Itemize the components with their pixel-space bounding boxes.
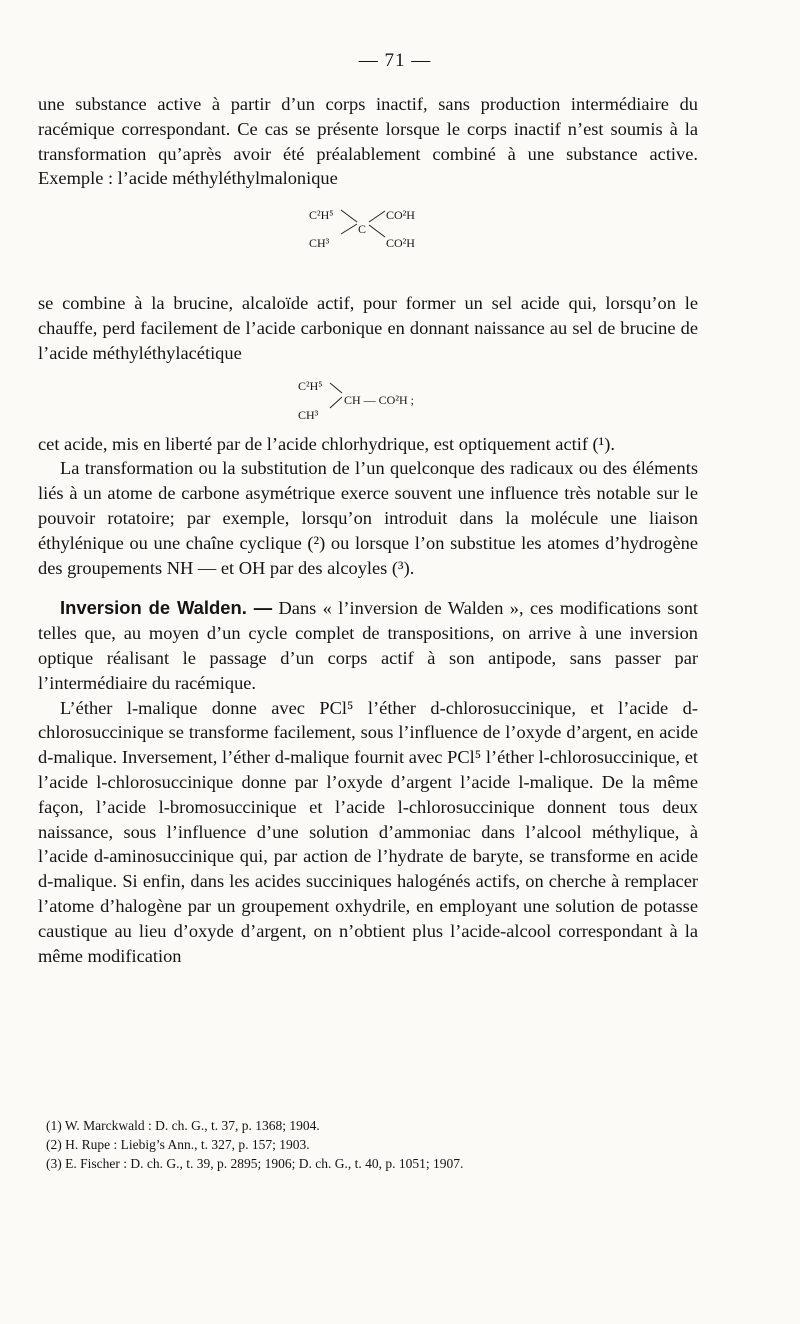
paragraph-3: cet acide, mis en liberté par de l’acide chlorhydrique, est optiquement actif (¹). [38, 433, 615, 454]
footnote-3: (3) E. Fischer : D. ch. G., t. 39, p. 2895; 1906; D. ch. G., t. 40, p. 1051; 1907. [46, 1156, 464, 1171]
formula1-top-left: C²H⁵ [309, 208, 334, 223]
paragraph-6: L’éther l-malique donne avec PCl⁵ l’éther d-chlorosuccinique, et l’acide d-chlorosuccinique se transforme facilement, sous l’influence de l’oxyde d’argent, en acide d-malique. Inversement, l’éther d-malique fournit avec PCl⁵ l’éther l-chlorosuccinique, et l’acide l-chlorosuccinique donne par l’oxyde d’argent l’acide l-malique. De la même façon, l’acide l-bromosuccinique et l’acide l-chlorosuccinique donnent tous deux naissance, sous l’influence d’une solution d’ammoniac dans l’alcool méthylique, à l’acide d-aminosuccinique qui, par action de l’hydrate de baryte, se transforme en acide d-malique. Si enfin, dans les acides succiniques halogénés actifs, on cherche à remplacer l’atome d’halogène par un groupement oxhydrile, en employant une solution de potasse caustique au lieu d’oxyde d’argent, on n’obtient plus l’acide-alcool correspondant à la même modification [38, 697, 698, 966]
formula-methylethylacetic-acid [278, 366, 458, 432]
paragraph-1: une substance active à partir d’un corps inactif, sans production intermédiaire du racémique correspondant. Ce cas se présente lorsque le corps inactif n’est soumis à la transformation qu’après avoir été préalablement combiné à une substance active. Exemple : l’acide méthyléthylmalonique [38, 94, 698, 189]
paragraph-4: La transformation ou la substitution de l’un quelconque des radicaux ou des éléments liés à un atome de carbone asymétrique exerce souvent une influence très notable sur le pouvoir rotatoire; par exemple, lorsqu’on introduit dans la molécule une liaison éthylénique ou une chaîne cyclique (²) ou lorsque l’on substitue les atomes d’hydrogène des groupements NH — et OH par des alcoyles (³). [38, 458, 698, 578]
footnote-2: (2) H. Rupe : Liebig’s Ann., t. 327, p. 157; 1903. [46, 1137, 310, 1152]
formula1-bottom-right: CO²H [386, 236, 415, 251]
paragraph-2: se combine à la brucine, alcaloïde actif, pour former un sel acide qui, lorsqu’on le chauffe, perd facilement de l’acide carbonique en donnant naissance au sel de brucine de l’acide méthyléthylacétique [38, 293, 698, 363]
page-body [38, 92, 698, 968]
section-heading: Inversion de Walden. — [60, 597, 273, 619]
page-number: — 71 — [358, 50, 432, 71]
formula1-bottom-left: CH³ [309, 236, 330, 251]
formula1-top-right: CO²H [386, 208, 415, 223]
formula2-top: C²H⁵ [298, 378, 323, 393]
paragraph-walden [38, 596, 698, 695]
footnotes [46, 1116, 726, 1173]
paragraph-5: Dans « l’inversion de Walden », ces modifications sont telles que, au moyen d’un cycle complet de transpositions, on arrive à une inversion optique réalisant le passage d’un corps actif à son antipode, sans passer par l’intermédiaire du racémique. [38, 598, 698, 693]
formula-methylethylmalonic-acid [283, 191, 453, 291]
formula1-center: C [358, 222, 367, 237]
footnote-1: (1) W. Marckwald : D. ch. G., t. 37, p. 1368; 1904. [46, 1118, 320, 1133]
formula2-bottom: CH³ [298, 407, 319, 422]
formula2-right: CH — CO²H ; [344, 392, 414, 407]
